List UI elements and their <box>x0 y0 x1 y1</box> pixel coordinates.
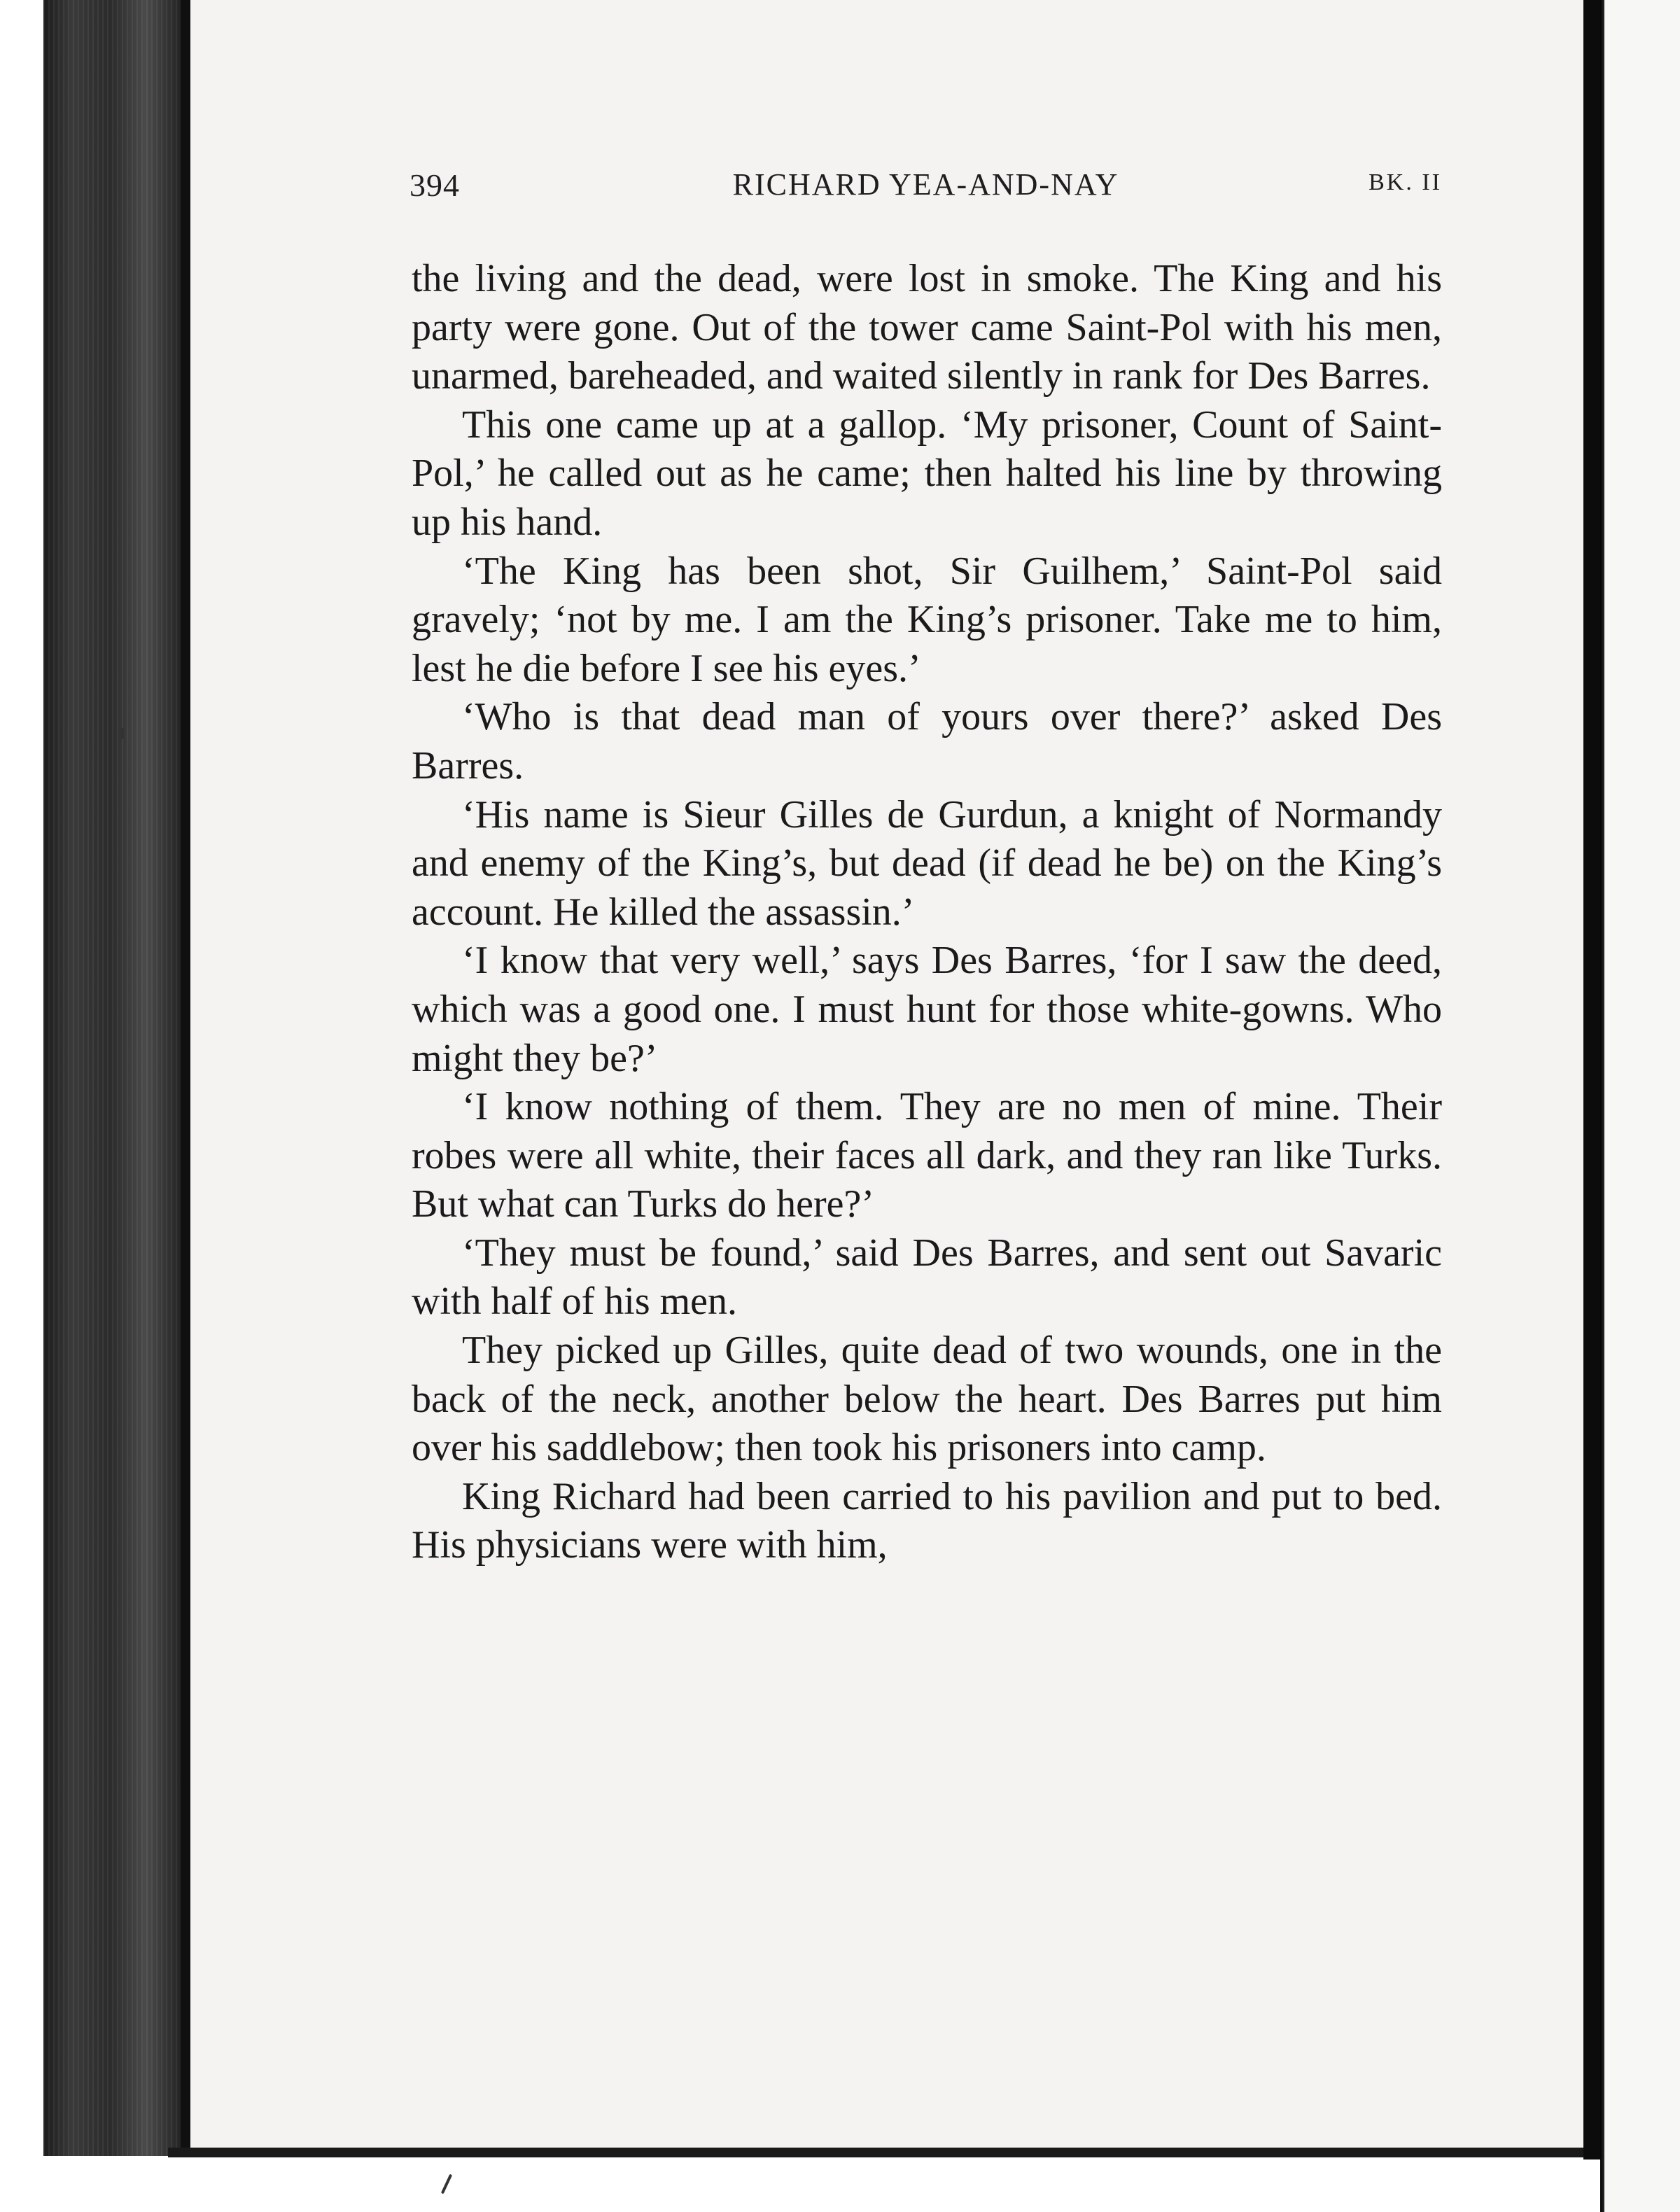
paragraph: They picked up Gilles, quite dead of two wounds, one in the back of the neck, another below the heart. Des Barres put him over his saddlebow; then took his prisoners into camp. <box>412 1329 1442 1470</box>
paragraph: King Richard had been carried to his pavilion and put to bed. His physicians were with him, <box>412 1474 1442 1567</box>
page-stack-texture <box>43 0 190 2156</box>
paragraph: ‘Who is that dead man of yours over there?’ asked Des Barres. <box>412 695 1442 788</box>
paragraph: ‘They must be found,’ said Des Barres, and sent out Savaric with half of his men. <box>412 1231 1442 1324</box>
facing-page-sliver <box>1604 0 1680 2212</box>
paragraph: ‘I know that very well,’ says Des Barres, ‘for I saw the deed, which was a good one. I must hunt for those white-gowns. Who might they be?’ <box>412 939 1442 1080</box>
scan-speck <box>441 2174 452 2194</box>
scan-speck <box>120 728 124 739</box>
paragraph: This one came up at a gallop. ‘My prisoner, Count of Saint-Pol,’ he called out as he came; then halted his line by throwing up his hand. <box>412 402 1442 544</box>
page-left-edge <box>181 0 190 2156</box>
page-number: 394 <box>410 167 460 203</box>
running-title: RICHARD YEA-AND-NAY <box>732 167 1119 202</box>
paragraph: ‘The King has been shot, Sir Guilhem,’ Saint-Pol said gravely; ‘not by me. I am the King’s prisoner. Take me to him, lest he die before I see his eyes.’ <box>412 549 1442 690</box>
book-marker: BK. II <box>1368 169 1442 195</box>
running-head <box>410 167 1442 216</box>
body-text <box>412 255 1442 1570</box>
page-bottom-edge <box>168 2148 1596 2157</box>
paragraph: ‘His name is Sieur Gilles de Gurdun, a knight of Normandy and enemy of the King’s, but dead (if dead he be) on the King’s account. He killed the assassin.’ <box>412 792 1442 934</box>
paragraph: the living and the dead, were lost in smoke. The King and his party were gone. Out of the tower came Saint-Pol with his men, unarmed, bareheaded, and waited silently in rank for Des Barres. <box>412 257 1442 398</box>
paragraph: ‘I know nothing of them. They are no men of mine. Their robes were all white, their faces all dark, and they ran like Turks. But what can Turks do here?’ <box>412 1085 1442 1226</box>
